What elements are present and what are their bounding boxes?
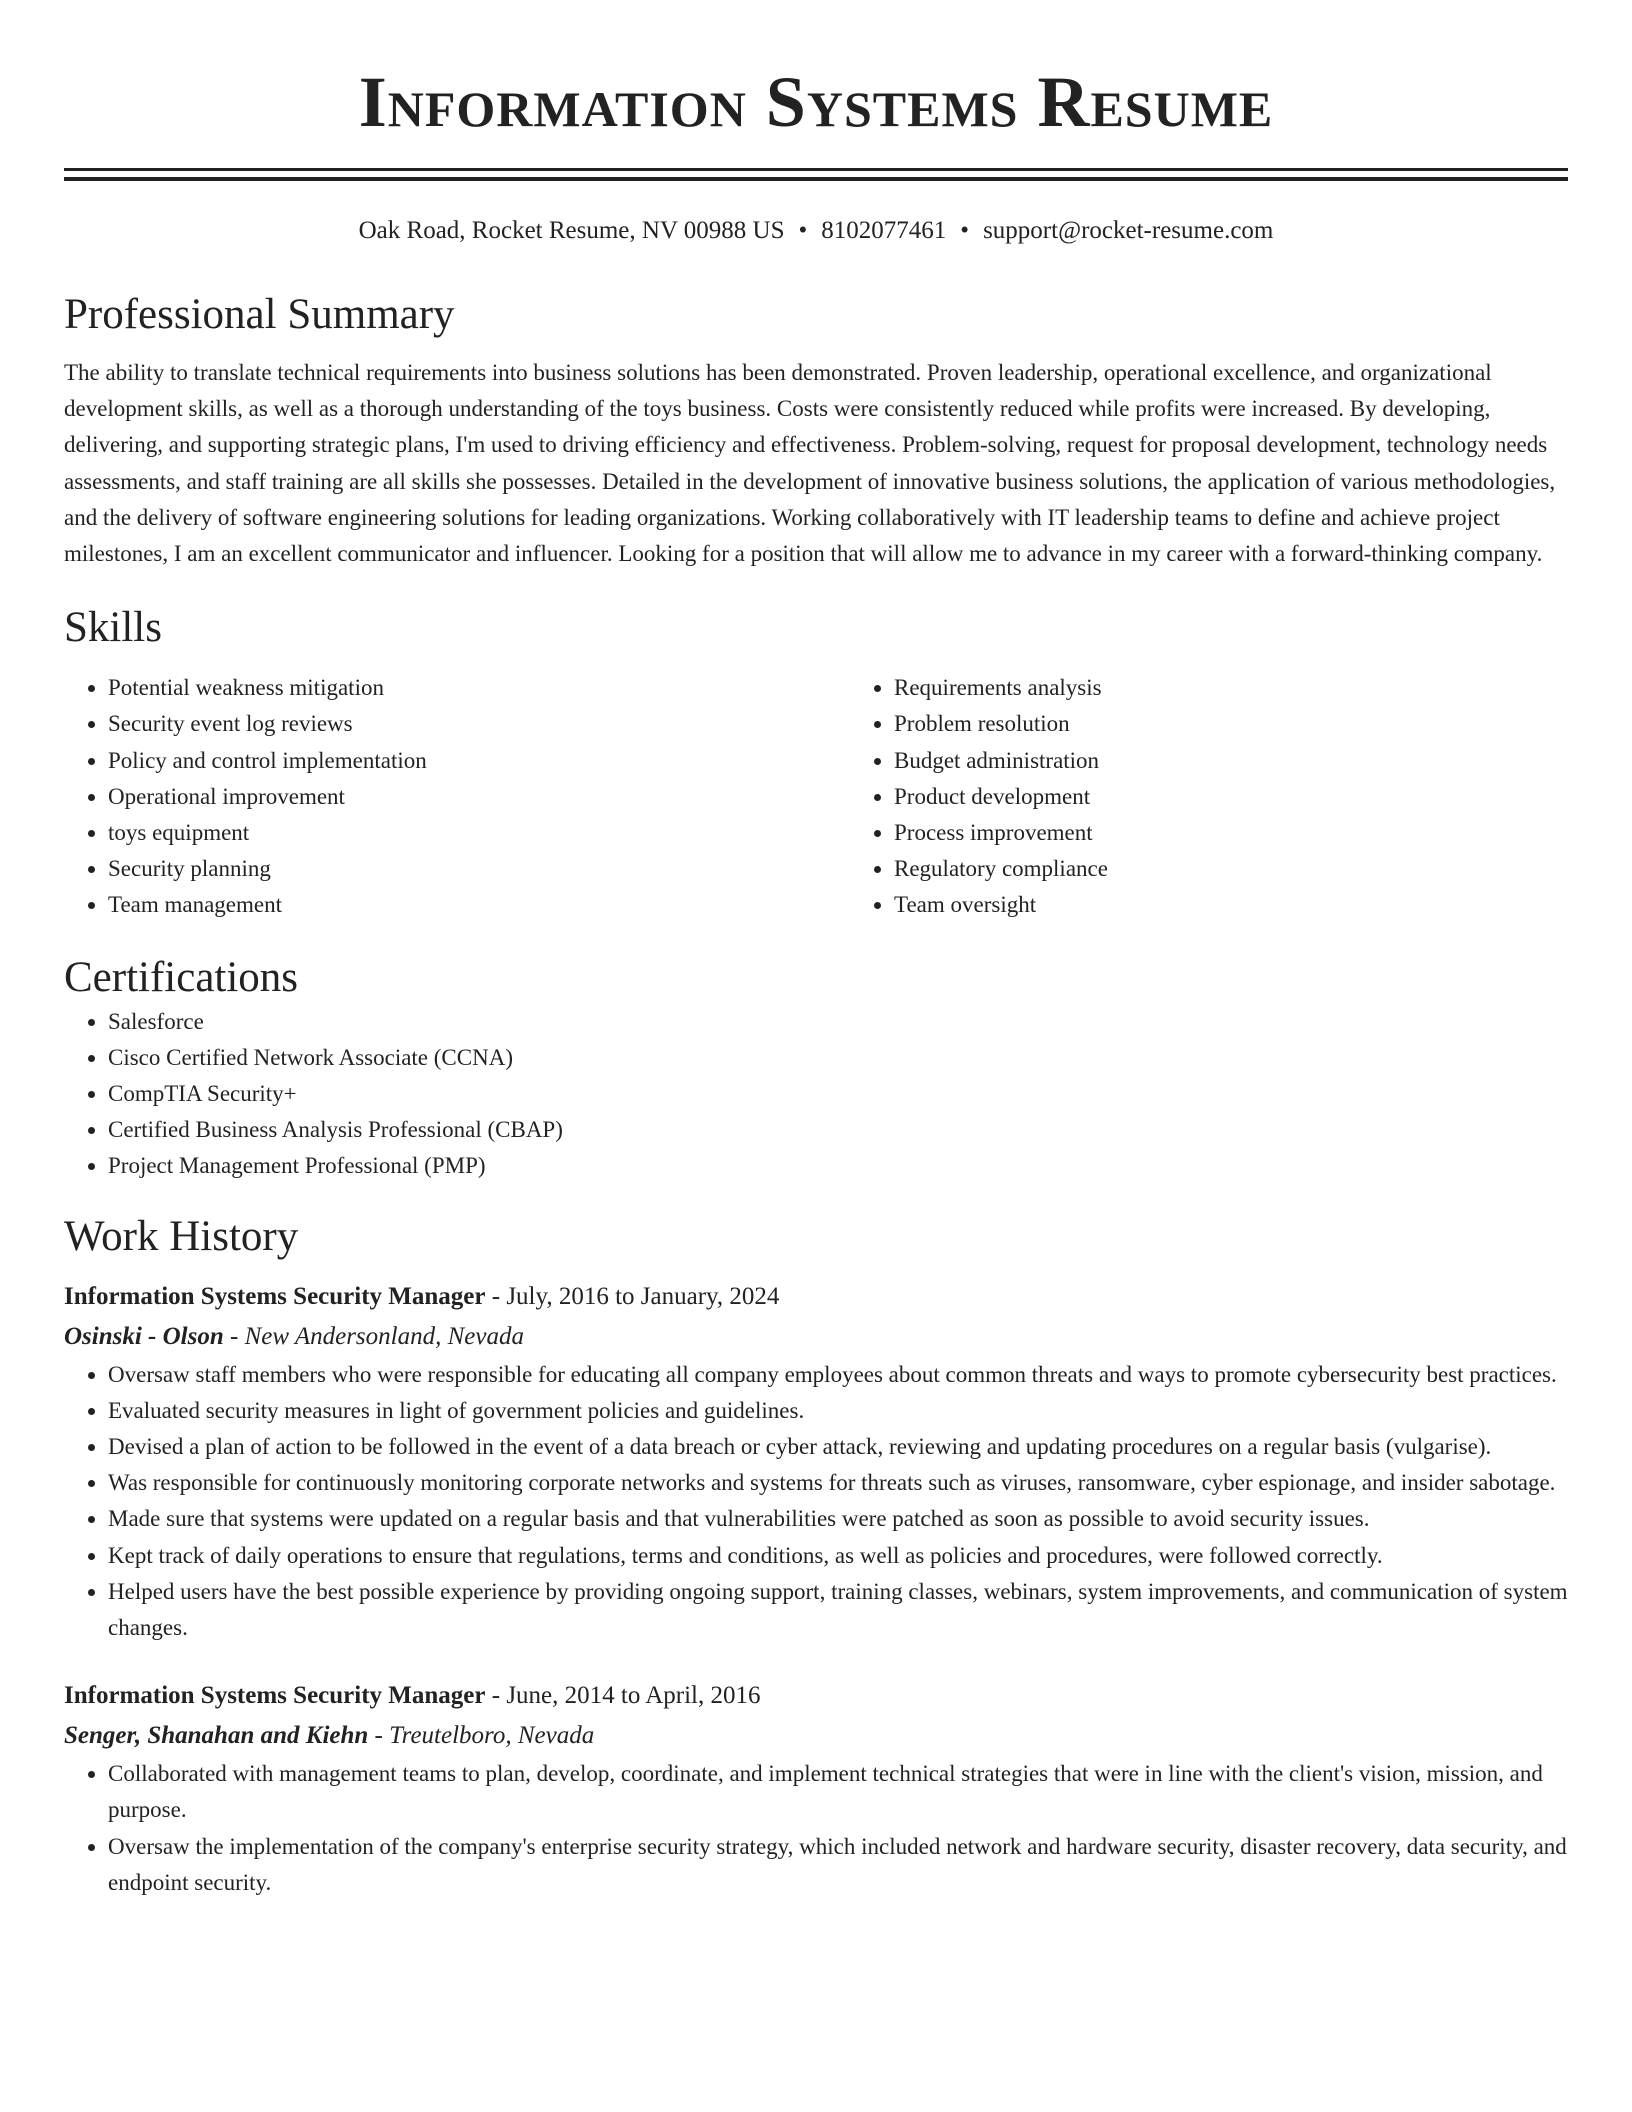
- duty-item: • Made sure that systems were updated on a regular basis and that vulnerabilities were patched as soon as possible to avoid security issues.: [108, 1501, 1568, 1537]
- skill-item: • Problem resolution: [894, 706, 1568, 742]
- job-title-line: Information Systems Security Manager - July, 2016 to January, 2024: [64, 1282, 780, 1310]
- duty-item: • Oversaw staff members who were responsible for educating all company employees about common threats and ways to promote cybersecurity best practices.: [108, 1357, 1568, 1393]
- header-divider-top: [64, 168, 1568, 171]
- job-company: Senger, Shanahan and Kiehn: [64, 1722, 369, 1750]
- skill-item: • Budget administration: [894, 743, 1568, 779]
- job-entry: [64, 1277, 1568, 1647]
- certification-item: • Project Management Professional (PMP): [108, 1148, 1568, 1184]
- duty-item: • Was responsible for continuously monitoring corporate networks and systems for threats such as viruses, ransomware, cyber espionage, and insider sabotage.: [108, 1465, 1568, 1501]
- certifications-heading: Certifications: [64, 953, 299, 1001]
- skill-item: • Security planning: [108, 851, 850, 887]
- certification-item: • CompTIA Security+: [108, 1076, 1568, 1112]
- contact-separator: •: [798, 217, 808, 244]
- summary-text: The ability to translate technical requirements into business solutions has been demonstrated. Proven leadership, operational excellence, and organizational development skills, as well as a thorough understanding of the toys business. Costs were consistently reduced while profits were increased. By developing, delivering, and supporting strategic plans, I'm used to driving efficiency and effectiveness. Problem-solving, request for proposal development, technology needs assessments, and staff training are all skills she possesses. Detailed in the development of innovative business solutions, the application of various methodologies, and the delivery of software engineering solutions for leading organizations. Working collaboratively with IT leadership teams to define and achieve project milestones, I am an excellent communicator and influencer. Looking for a position that will allow me to advance in my career with a forward-thinking company.: [64, 360, 1556, 567]
- job-company-line: Senger, Shanahan and Kiehn - Treutelboro, Nevada: [64, 1722, 595, 1750]
- skills-heading: Skills: [64, 604, 162, 652]
- summary-heading: Professional Summary: [64, 291, 455, 338]
- job-title: Information Systems Security Manager: [64, 1682, 486, 1710]
- duty-item: • Oversaw the implementation of the company's enterprise security strategy, which included network and hardware security, disaster recovery, data security, and endpoint security.: [108, 1829, 1568, 1901]
- contact-address: Oak Road, Rocket Resume, NV 00988 US: [358, 217, 785, 244]
- skill-item: • Product development: [894, 779, 1568, 815]
- duty-item: • Kept track of daily operations to ensure that regulations, terms and conditions, as well as policies and procedures, were followed correctly.: [108, 1538, 1568, 1574]
- skill-item: • Requirements analysis: [894, 670, 1568, 706]
- certification-item: • Certified Business Analysis Professional (CBAP): [108, 1112, 1568, 1148]
- contact-email: support@rocket-resume.com: [983, 217, 1274, 244]
- duty-item: • Collaborated with management teams to plan, develop, coordinate, and implement technical strategies that were in line with the client's vision, mission, and purpose.: [108, 1756, 1568, 1828]
- job-entry: [64, 1676, 1568, 1901]
- duty-item: • Devised a plan of action to be followed in the event of a data breach or cyber attack, reviewing and updating procedures on a regular basis (vulgarise).: [108, 1429, 1568, 1465]
- contact-phone: 8102077461: [821, 217, 947, 244]
- skill-item: • Team management: [108, 887, 850, 923]
- skills-column-right: [850, 670, 1568, 923]
- job-title: Information Systems Security Manager: [64, 1282, 486, 1310]
- duty-item: • Evaluated security measures in light of government policies and guidelines.: [108, 1393, 1568, 1429]
- job-duties: [64, 1756, 1568, 1901]
- certification-item: • Salesforce: [108, 1004, 1568, 1040]
- job-dates: June, 2014 to April, 2016: [506, 1682, 761, 1710]
- skill-item: • Operational improvement: [108, 779, 850, 815]
- skill-item: • Policy and control implementation: [108, 743, 850, 779]
- skill-item: • toys equipment: [108, 815, 850, 851]
- job-location: Treutelboro, Nevada: [389, 1722, 595, 1750]
- certification-item: • Cisco Certified Network Associate (CCNA): [108, 1040, 1568, 1076]
- skills-column-left: [64, 670, 850, 923]
- skill-item: • Process improvement: [894, 815, 1568, 851]
- skill-item: • Security event log reviews: [108, 706, 850, 742]
- certifications-list: [64, 1004, 1568, 1185]
- job-company-line: Osinski - Olson - New Andersonland, Nevada: [64, 1322, 524, 1350]
- resume-title: Information Systems Resume: [358, 62, 1274, 142]
- skill-item: • Regulatory compliance: [894, 851, 1568, 887]
- contact-separator: •: [960, 217, 970, 244]
- skill-item: • Team oversight: [894, 887, 1568, 923]
- job-duties: [64, 1357, 1568, 1647]
- job-company: Osinski - Olson: [64, 1322, 224, 1350]
- skill-item: • Potential weakness mitigation: [108, 670, 850, 706]
- work-history-heading: Work History: [64, 1212, 299, 1260]
- job-location: New Andersonland, Nevada: [244, 1322, 524, 1350]
- contact-line: [64, 215, 1568, 247]
- job-title-line: Information Systems Security Manager - June, 2014 to April, 2016: [64, 1682, 761, 1710]
- skills-list: [64, 670, 1568, 923]
- header-divider-bottom: [64, 177, 1568, 181]
- duty-item: • Helped users have the best possible experience by providing ongoing support, training classes, webinars, system improvements, and communication of system changes.: [108, 1574, 1568, 1646]
- job-dates: July, 2016 to January, 2024: [506, 1282, 780, 1310]
